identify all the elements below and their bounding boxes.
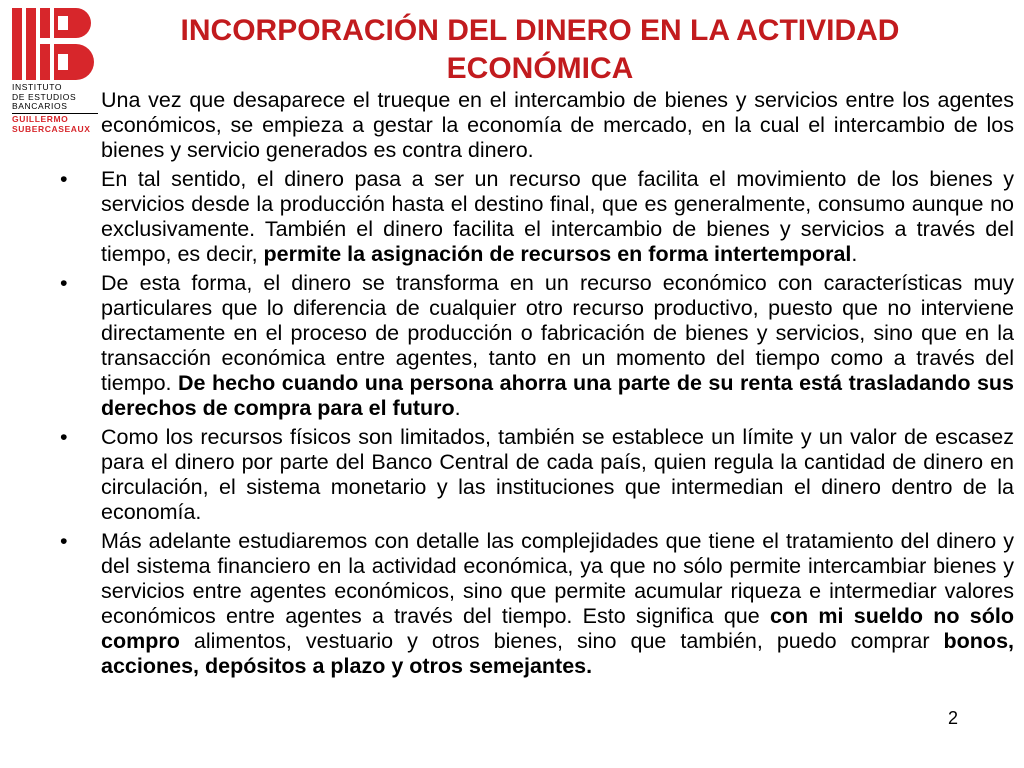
- bullet-bold-text: con mi sueldo no sólo compro: [101, 604, 1014, 653]
- bullet-item: [60, 425, 1014, 525]
- page-number: 2: [948, 708, 959, 728]
- logo-line-3: BANCARIOS: [12, 101, 68, 111]
- logo-line-5: SUBERCASEAUX: [12, 123, 91, 134]
- bullet-text: Una vez que desaparece el trueque en el intercambio de bienes y servicios entre los agentes económicos, se empieza a gestar la economía de mercado, en la cual el intercambio de los bienes y servicio generados es contra dinero.: [101, 88, 1014, 162]
- bullet-bold-text: bonos, acciones, depósitos a plazo y otros semejantes.: [101, 629, 1014, 678]
- bullet-text: En tal sentido, el dinero pasa a ser un recurso que facilita el movimiento de los bienes y servicios desde la producción hasta el destino final, que es generalmente, consumo aunque no exclusivamente. También el dinero facilita el intercambio de bienes y servicios a través del tiempo, es decir,: [101, 167, 1014, 266]
- bullet-bold-text: permite la asignación de recursos en forma intertemporal: [263, 242, 852, 266]
- bullet-list: [60, 88, 1014, 683]
- logo-line-4: GUILLERMO: [12, 114, 69, 124]
- bullet-text: Como los recursos físicos son limitados, también se establece un límite y un valor de escasez para el dinero por parte del Banco Central de cada país, quien regula la cantidad de dinero en circulación, el sistema monetario y las instituciones que intermedian el dinero dentro de la economía.: [101, 425, 1014, 524]
- bullet-bold-text: De hecho cuando una persona ahorra una parte de su renta está trasladando sus derechos de compra para el futuro: [101, 371, 1015, 420]
- bullet-text: Más adelante estudiaremos con detalle las complejidades que tiene el tratamiento del dinero y del sistema financiero en la actividad económica, ya que no sólo permite intercambiar bienes y servicios entre agentes económicos, sino que permite acumular riqueza e intermediar valores económicos entre agentes a través del tiempo. Esto significa que: [101, 529, 1014, 628]
- bullet-item: [60, 167, 1014, 267]
- bullet-text: De esta forma, el dinero se transforma en un recurso económico con características muy particulares que lo diferencia de cualquier otro recurso productivo, puesto que no interviene directamente en el proceso de producción o fabricación de bienes y servicios, sino que en la transacción económica entre agentes, tanto en un momento del tiempo como a través del tiempo.: [101, 271, 1014, 395]
- logo-line-1: INSTITUTO: [12, 82, 63, 92]
- bullet-text: .: [851, 242, 858, 266]
- logo-line-2: DE ESTUDIOS: [12, 91, 77, 102]
- bullet-item: [60, 271, 1014, 421]
- bullet-text: .: [454, 396, 461, 420]
- bullet-item: [60, 88, 1014, 163]
- bullet-text: alimentos, vestuario y otros bienes, sino que también, puedo comprar: [179, 629, 944, 653]
- slide-title: INCORPORACIÓN DEL DINERO EN LA ACTIVIDAD ECONÓMICA: [180, 14, 900, 85]
- logo-mark-icon: [12, 8, 96, 80]
- bullet-item: [60, 529, 1014, 679]
